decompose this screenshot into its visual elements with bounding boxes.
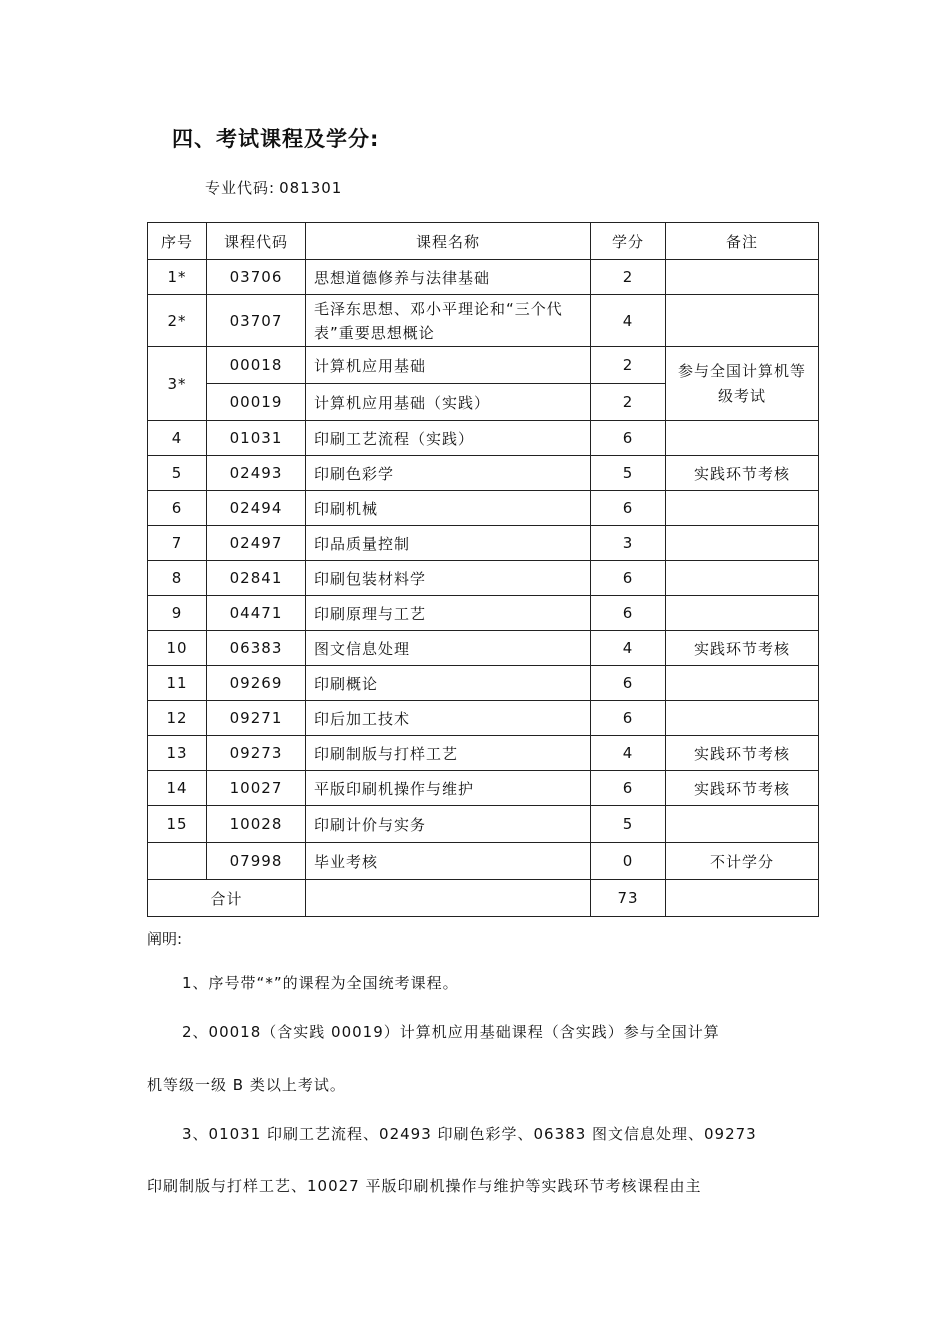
total-label: 合计 — [148, 880, 306, 917]
row-code: 02493 — [207, 456, 306, 491]
row-name: 计算机应用基础（实践） — [306, 384, 591, 421]
row-name: 印后加工技术 — [306, 701, 591, 736]
row-note: 实践环节考核 — [666, 771, 819, 806]
table-row — [148, 666, 819, 701]
row-no: 2* — [148, 295, 207, 347]
table-row — [148, 631, 819, 666]
row-code: 09271 — [207, 701, 306, 736]
row-name: 图文信息处理 — [306, 631, 591, 666]
header-code: 课程代码 — [207, 223, 306, 260]
row-name: 计算机应用基础 — [306, 347, 591, 384]
table-row — [148, 456, 819, 491]
row-name: 印刷色彩学 — [306, 456, 591, 491]
table-row — [148, 806, 819, 843]
header-name: 课程名称 — [306, 223, 591, 260]
row-credit: 5 — [591, 456, 666, 491]
table-row — [148, 843, 819, 880]
table-row — [148, 526, 819, 561]
row-no: 14 — [148, 771, 207, 806]
row-credit: 2 — [591, 384, 666, 421]
row-note — [666, 701, 819, 736]
row-no: 15 — [148, 806, 207, 843]
row-note — [666, 295, 819, 347]
row-code: 00019 — [207, 384, 306, 421]
note-2-line-1: 2、00018（含实践 00019）计算机应用基础课程（含实践）参与全国计算 — [182, 1023, 720, 1041]
row-no — [148, 843, 207, 880]
table-row — [148, 596, 819, 631]
row-credit: 2 — [591, 260, 666, 295]
row-credit: 6 — [591, 491, 666, 526]
note-1: 1、序号带“*”的课程为全国统考课程。 — [182, 974, 459, 992]
table-row — [148, 295, 819, 347]
row-no: 7 — [148, 526, 207, 561]
row-code: 03706 — [207, 260, 306, 295]
row-code: 09273 — [207, 736, 306, 771]
row-name: 印刷机械 — [306, 491, 591, 526]
row-note — [666, 260, 819, 295]
row-note: 实践环节考核 — [666, 736, 819, 771]
row-code: 06383 — [207, 631, 306, 666]
row-note — [666, 421, 819, 456]
row-credit: 6 — [591, 596, 666, 631]
note-3-line-2: 印刷制版与打样工艺、10027 平版印刷机操作与维护等实践环节考核课程由主 — [147, 1177, 702, 1195]
row-no: 11 — [148, 666, 207, 701]
row-name: 印刷概论 — [306, 666, 591, 701]
row-note — [666, 561, 819, 596]
row-credit: 2 — [591, 347, 666, 384]
row-no: 8 — [148, 561, 207, 596]
row-note — [666, 491, 819, 526]
row-name: 思想道德修养与法律基础 — [306, 260, 591, 295]
row-code: 03707 — [207, 295, 306, 347]
total-name-empty — [306, 880, 591, 917]
row-name: 平版印刷机操作与维护 — [306, 771, 591, 806]
row-code: 00018 — [207, 347, 306, 384]
row-note — [666, 666, 819, 701]
table-row — [148, 701, 819, 736]
course-table — [147, 222, 819, 917]
row-no: 13 — [148, 736, 207, 771]
row-name: 印刷工艺流程（实践） — [306, 421, 591, 456]
row-credit: 4 — [591, 631, 666, 666]
total-credit: 73 — [591, 880, 666, 917]
row-name: 毛泽东思想、邓小平理论和“三个代表”重要思想概论 — [306, 295, 591, 347]
table-row — [148, 491, 819, 526]
row-code: 04471 — [207, 596, 306, 631]
row-note: 实践环节考核 — [666, 631, 819, 666]
note-2-line-2: 机等级一级 B 类以上考试。 — [147, 1076, 346, 1094]
row-name: 印品质量控制 — [306, 526, 591, 561]
total-note-empty — [666, 880, 819, 917]
table-row — [148, 260, 819, 295]
row-code: 01031 — [207, 421, 306, 456]
table-row — [148, 736, 819, 771]
note-3-line-1: 3、01031 印刷工艺流程、02493 印刷色彩学、06383 图文信息处理、09273 — [182, 1125, 757, 1143]
row-credit: 6 — [591, 771, 666, 806]
total-row — [148, 880, 819, 917]
row-no: 12 — [148, 701, 207, 736]
row-credit: 5 — [591, 806, 666, 843]
row-note — [666, 806, 819, 843]
row-code: 02497 — [207, 526, 306, 561]
table-row — [148, 347, 819, 384]
row-note: 实践环节考核 — [666, 456, 819, 491]
row-name: 印刷原理与工艺 — [306, 596, 591, 631]
row-no: 5 — [148, 456, 207, 491]
row-note: 不计学分 — [666, 843, 819, 880]
notes-title: 阐明: — [147, 930, 183, 948]
row-credit: 4 — [591, 295, 666, 347]
header-credit: 学分 — [591, 223, 666, 260]
row-credit: 6 — [591, 666, 666, 701]
row-name: 毕业考核 — [306, 843, 591, 880]
major-code-label: 专业代码: — [205, 179, 276, 197]
row-no: 9 — [148, 596, 207, 631]
row-credit: 6 — [591, 701, 666, 736]
row-credit: 4 — [591, 736, 666, 771]
row-name: 印刷包装材料学 — [306, 561, 591, 596]
row-note: 参与全国计算机等级考试 — [666, 347, 819, 421]
row-name: 印刷制版与打样工艺 — [306, 736, 591, 771]
table-header-row — [148, 223, 819, 260]
table-row — [148, 561, 819, 596]
row-note — [666, 526, 819, 561]
row-code: 02494 — [207, 491, 306, 526]
row-no: 3* — [148, 347, 207, 421]
row-credit: 0 — [591, 843, 666, 880]
major-code-value: 081301 — [279, 179, 343, 197]
table-row — [148, 771, 819, 806]
row-credit: 6 — [591, 421, 666, 456]
row-no: 1* — [148, 260, 207, 295]
row-no: 4 — [148, 421, 207, 456]
row-code: 07998 — [207, 843, 306, 880]
header-no: 序号 — [148, 223, 207, 260]
row-code: 10028 — [207, 806, 306, 843]
row-name: 印刷计价与实务 — [306, 806, 591, 843]
row-code: 10027 — [207, 771, 306, 806]
header-note: 备注 — [666, 223, 819, 260]
row-note — [666, 596, 819, 631]
row-no: 10 — [148, 631, 207, 666]
row-code: 09269 — [207, 666, 306, 701]
table-row — [148, 421, 819, 456]
row-code: 02841 — [207, 561, 306, 596]
row-credit: 6 — [591, 561, 666, 596]
row-credit: 3 — [591, 526, 666, 561]
major-code-line — [205, 177, 342, 198]
row-no: 6 — [148, 491, 207, 526]
section-heading: 四、考试课程及学分: — [172, 127, 380, 151]
